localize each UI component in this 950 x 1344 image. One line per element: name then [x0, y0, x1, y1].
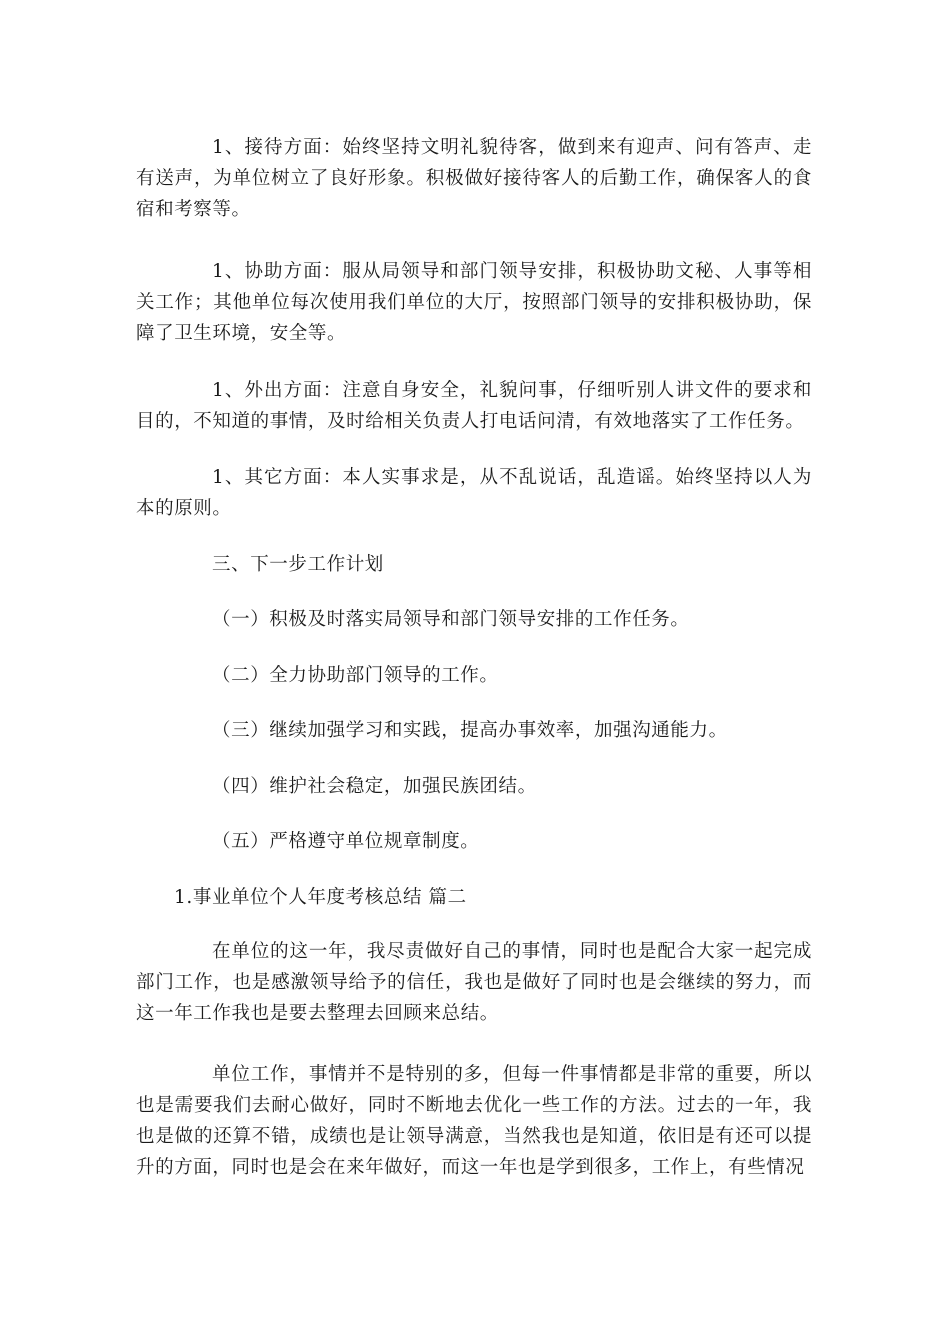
paragraph-unit-work: 单位工作，事情并不是特别的多，但每一件事情都是非常的重要，所以也是需要我们去耐心做好，同时不断地去优化一些工作的方法。过去的一年，我也是做的还算不错，成绩也是让领导满意，当然我也是知道，依旧是有还可以提升的方面，同时也是会在来年做好，而这一年也是学到很多，工作上，有些情况: [136, 1064, 812, 1178]
plan-item-3: （三）继续加强学习和实践，提高办事效率，加强沟通能力。: [212, 720, 728, 741]
paragraph-other: 1、其它方面：本人实事求是，从不乱说话，乱造谣。始终坚持以人为本的原则。: [136, 467, 812, 519]
section-title: 1.事业单位个人年度考核总结 篇二: [174, 887, 467, 908]
plan-item-5: （五）严格遵守单位规章制度。: [212, 831, 480, 852]
paragraph-reception: 1、接待方面：始终坚持文明礼貌待客，做到来有迎声、问有答声、走有送声，为单位树立了良好形象。积极做好接待客人的后勤工作，确保客人的食宿和考察等。: [136, 137, 812, 220]
plan-heading: 三、下一步工作计划: [212, 554, 384, 575]
plan-item-2: （二）全力协助部门领导的工作。: [212, 665, 499, 686]
plan-item-4: （四）维护社会稳定，加强民族团结。: [212, 776, 537, 797]
paragraph-year-summary: 在单位的这一年，我尽责做好自己的事情，同时也是配合大家一起完成部门工作，也是感激领导给予的信任，我也是做好了同时也是会继续的努力，而这一年工作我也是要去整理去回顾来总结。: [136, 941, 812, 1024]
plan-item-1: （一）积极及时落实局领导和部门领导安排的工作任务。: [212, 609, 690, 630]
paragraph-assistance: 1、协助方面：服从局领导和部门领导安排，积极协助文秘、人事等相关工作；其他单位每次使用我们单位的大厅，按照部门领导的安排积极协助，保障了卫生环境，安全等。: [136, 261, 812, 344]
paragraph-outing: 1、外出方面：注意自身安全，礼貌问事，仔细听别人讲文件的要求和目的，不知道的事情，及时给相关负责人打电话问清，有效地落实了工作任务。: [136, 380, 812, 432]
